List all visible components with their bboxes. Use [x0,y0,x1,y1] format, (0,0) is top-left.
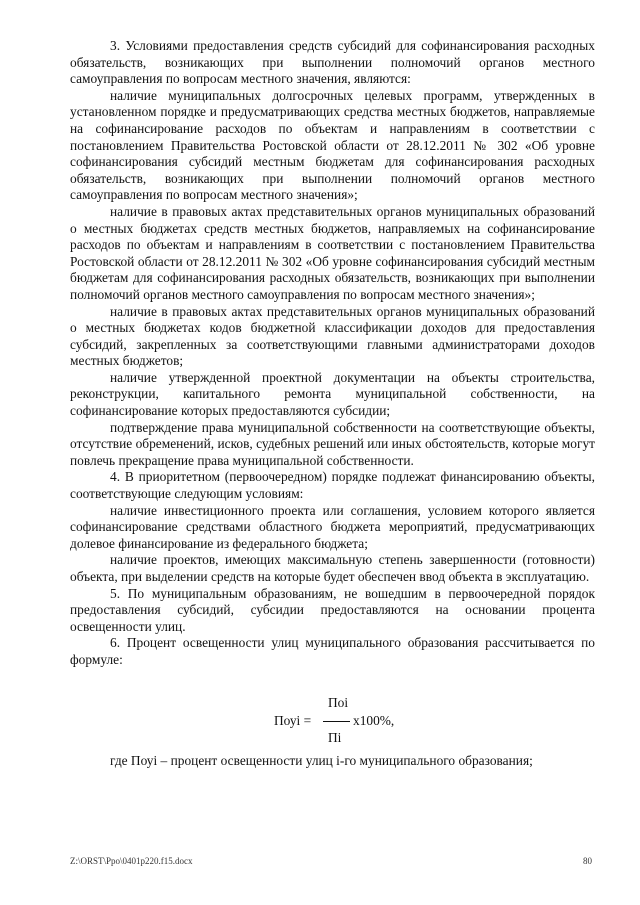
paragraph-condition-programs: наличие муниципальных долгосрочных целевых программ, утвержденных в установленном порядке и предусматривающих средства местных бюджетов, направляемые на софинансирование расходов по объектам и направлениям в соответствии с постановлением Правительства Ростовской области от 28.12.2011 № 302 «Об уровне софинансирования субсидий местным бюджетам для софинансирования расходных обязательств, возникающих при выполнении полномочий органов местного самоуправления по вопросам местного значения»; [70,87,595,203]
paragraph-priority-investment: наличие инвестиционного проекта или соглашения, условием которого является софинансирование средствами областного бюджета мероприятий, предусматривающих долевое финансирование из федерального бюджета; [70,502,595,551]
formula-fraction-bar [323,721,350,722]
formula-lhs: Поуi = [274,712,312,728]
paragraph-condition-project-docs: наличие утвержденной проектной документации на объекты строительства, реконструкции, капитального ремонта муниципальной собственности, на софинансирование которых предоставляются субсидии; [70,369,595,419]
paragraph-6-formula-intro: 6. Процент освещенности улиц муниципального образования рассчитывается по формуле: [70,635,595,667]
paragraph-condition-legal-acts-codes: наличие в правовых актах представительных органов муниципальных образований о местных бюджетах кодов бюджетной классификации доходов для предоставления субсидий, закрепленных за соответствующими главными администраторами доходов местных бюджетов; [70,303,595,369]
paragraph-formula-definition: где Поуi – процент освещенности улиц i-го муниципального образования; [110,752,533,768]
paragraph-4-priority: 4. В приоритетном (первоочередном) порядке подлежат финансированию объекты, соответствующие следующим условиям: [70,469,595,502]
lighting-formula [70,673,595,745]
paragraph-3-conditions: 3. Условиями предоставления средств субсидий для софинансирования расходных обязательств, возникающих при выполнении полномочий органов местного самоуправления по вопросам местного значения, являются: [70,38,595,87]
formula-numerator: Поi [328,694,349,710]
document-body [70,38,595,769]
paragraph-5-lighting: 5. По муниципальным образованиям, не вошедшим в первоочередной порядок предоставления субсидий, субсидии предоставляются на основании процента освещенности улиц. [70,585,595,634]
footer-page-number: 80 [583,856,592,866]
footer-file-path: Z:\ORST\Ppo\0401p220.f15.docx [70,856,193,866]
formula-denominator: Пi [328,729,342,745]
paragraph-condition-ownership: подтверждение права муниципальной собственности на соответствующие объекты, отсутствие обременений, исков, судебных решений или иных обстоятельств, которые могут повлечь прекращение права муниципальной собственности. [70,419,595,468]
formula-multiplier: x100%, [353,712,395,728]
paragraph-condition-legal-acts-funds: наличие в правовых актах представительных органов муниципальных образований о местных бюджетах средств местных бюджетов, направляемых на софинансирование расходов по объектам и направлениям в соответствии с постановлением Правительства Ростовской области от 28.12.2011 № 302 «Об уровне софинансирования субсидий местным бюджетам для софинансирования расходных обязательств, возникающих при выполнении полномочий органов местного самоуправления по вопросам местного значения»; [70,203,595,302]
paragraph-priority-completion: наличие проектов, имеющих максимальную степень завершенности (готовности) объекта, при выделении средств на которые будет обеспечен ввод объекта в эксплуатацию. [70,552,595,584]
